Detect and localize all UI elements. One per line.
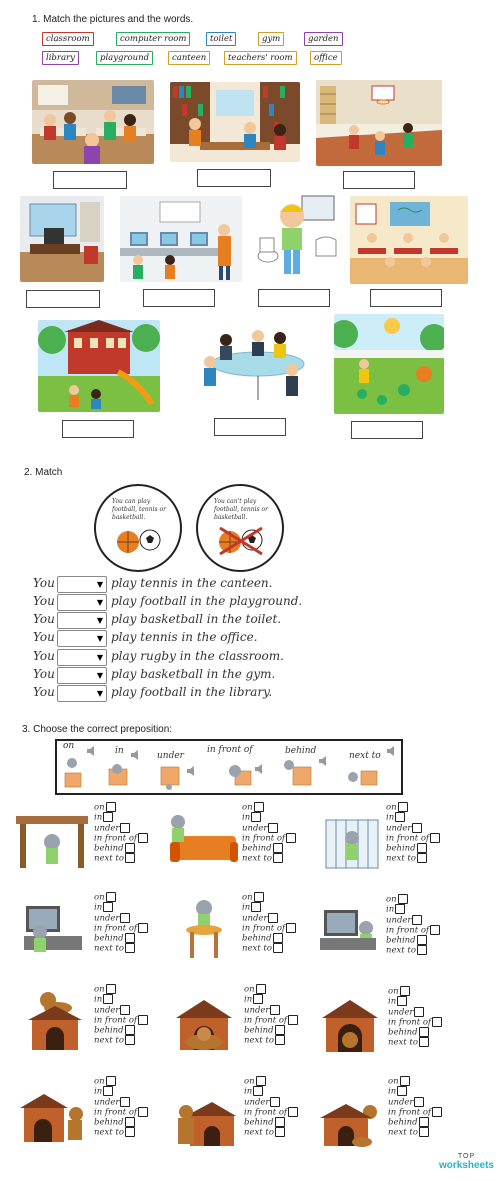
checkbox[interactable]	[275, 1127, 285, 1137]
checkbox[interactable]	[414, 1097, 424, 1107]
option-on: on	[386, 894, 440, 904]
option-in-front-of: in front of	[242, 833, 296, 843]
option-next-to: next to	[386, 853, 440, 863]
option-under: under	[244, 1005, 298, 1015]
checkbox[interactable]	[288, 1107, 298, 1117]
checkbox[interactable]	[125, 843, 135, 853]
preposition-legend	[55, 739, 403, 795]
option-in-front-of: in front of	[94, 833, 148, 843]
chevron-down-icon: ▼	[96, 653, 103, 662]
picture-toilet	[256, 194, 338, 282]
options-5	[242, 892, 296, 954]
checkbox[interactable]	[256, 984, 266, 994]
option-behind: behind	[386, 843, 440, 853]
option-next-to: next to	[388, 1037, 442, 1047]
checkbox[interactable]	[286, 833, 296, 843]
checkbox[interactable]	[253, 1086, 263, 1096]
sentence-text: play tennis in the office.	[111, 630, 258, 644]
word-office[interactable]: office	[310, 51, 342, 65]
option-on: on	[244, 1076, 298, 1086]
word-computer-room[interactable]: computer room	[116, 32, 190, 46]
checkbox[interactable]	[430, 925, 440, 935]
word-library[interactable]: library	[42, 51, 79, 65]
option-next-to: next to	[242, 853, 296, 863]
word-toilet[interactable]: toilet	[206, 32, 236, 46]
word-classroom[interactable]: classroom	[42, 32, 94, 46]
option-in: in	[244, 1086, 298, 1096]
option-behind: behind	[94, 843, 148, 853]
option-behind: behind	[94, 1025, 148, 1035]
checkbox[interactable]	[273, 843, 283, 853]
option-in: in	[242, 812, 296, 822]
option-in: in	[94, 1086, 148, 1096]
checkbox[interactable]	[419, 1117, 429, 1127]
answer-box-5[interactable]	[143, 289, 215, 307]
option-next-to: next to	[94, 943, 148, 953]
checkbox[interactable]	[417, 945, 427, 955]
checkbox[interactable]	[400, 986, 410, 996]
sentence-text: play tennis in the canteen.	[111, 576, 273, 590]
checkbox[interactable]	[138, 1015, 148, 1025]
sentence-text: play basketball in the gym.	[111, 667, 276, 681]
option-in: in	[94, 812, 148, 822]
legend-on: on	[63, 741, 75, 751]
cant-play-text: You can't play football, tennis or basketball.	[214, 498, 269, 521]
option-on: on	[94, 802, 148, 812]
answer-box-2[interactable]	[197, 169, 271, 187]
option-behind: behind	[94, 933, 148, 943]
option-under: under	[388, 1007, 442, 1017]
options-11	[244, 1076, 298, 1138]
option-on: on	[386, 802, 440, 812]
option-under: under	[94, 1097, 148, 1107]
checkbox[interactable]	[106, 892, 116, 902]
scene-mouse-behind-tv	[318, 908, 382, 958]
checkbox[interactable]	[103, 1086, 113, 1096]
option-in: in	[244, 994, 298, 1004]
answer-dropdown[interactable]	[57, 594, 107, 611]
checkbox[interactable]	[432, 1017, 442, 1027]
checkbox[interactable]	[273, 853, 283, 863]
chevron-down-icon: ▼	[96, 580, 103, 589]
checkbox[interactable]	[125, 943, 135, 953]
option-in-front-of: in front of	[94, 1015, 148, 1025]
sentence-you: You	[33, 649, 55, 663]
option-in: in	[386, 904, 440, 914]
option-behind: behind	[244, 1117, 298, 1127]
scene-dog-next-to-doghouse	[18, 1088, 88, 1144]
checkbox[interactable]	[395, 812, 405, 822]
crossed-balls-icon	[216, 524, 266, 558]
legend-next-to: next to	[349, 751, 381, 761]
answer-dropdown[interactable]	[57, 685, 107, 702]
chevron-down-icon: ▼	[96, 671, 103, 680]
option-next-to: next to	[94, 1127, 148, 1137]
checkbox[interactable]	[398, 894, 408, 904]
topworksheets-logo	[439, 1153, 494, 1171]
checkbox[interactable]	[120, 913, 130, 923]
picture-teachers-room	[192, 326, 310, 404]
checkbox[interactable]	[288, 1015, 298, 1025]
sentence-text: play football in the playground.	[111, 594, 303, 608]
option-on: on	[94, 1076, 148, 1086]
option-in-front-of: in front of	[388, 1107, 442, 1117]
scene-dog-on-doghouse	[26, 990, 84, 1052]
option-in: in	[388, 1086, 442, 1096]
word-canteen[interactable]: canteen	[168, 51, 210, 65]
option-next-to: next to	[94, 1035, 148, 1045]
option-in-front-of: in front of	[242, 923, 296, 933]
checkbox[interactable]	[414, 1007, 424, 1017]
checkbox[interactable]	[103, 994, 113, 1004]
option-next-to: next to	[94, 853, 148, 863]
checkbox[interactable]	[430, 833, 440, 843]
option-next-to: next to	[386, 945, 440, 955]
options-10	[94, 1076, 148, 1138]
checkbox[interactable]	[275, 1117, 285, 1127]
picture-gym	[316, 80, 442, 166]
answer-box-10[interactable]	[351, 421, 423, 439]
option-behind: behind	[242, 843, 296, 853]
checkbox[interactable]	[270, 1097, 280, 1107]
checkbox[interactable]	[275, 1025, 285, 1035]
scene-mouse-on-sofa	[160, 812, 238, 870]
options-8	[244, 984, 298, 1046]
checkbox[interactable]	[106, 1076, 116, 1086]
checkbox[interactable]	[270, 1005, 280, 1015]
checkbox[interactable]	[125, 853, 135, 863]
word-playground[interactable]: playground	[96, 51, 153, 65]
answer-box-9[interactable]	[214, 418, 286, 436]
word-teachers-room[interactable]: teachers' room	[224, 51, 297, 65]
section1-title: 1. Match the pictures and the words.	[32, 14, 194, 25]
options-6	[386, 894, 440, 956]
scene-dog-behind-doghouse	[318, 1100, 382, 1148]
picture-computer-room	[120, 196, 242, 282]
checkbox[interactable]	[106, 802, 116, 812]
sentence-you: You	[33, 667, 55, 681]
option-under: under	[242, 823, 296, 833]
answer-box-1[interactable]	[53, 171, 127, 189]
legend-behind: behind	[285, 746, 317, 756]
option-behind: behind	[388, 1027, 442, 1037]
word-garden[interactable]: garden	[304, 32, 343, 46]
scene-dog-in-front-of-doghouse-2	[172, 1098, 236, 1148]
option-next-to: next to	[242, 943, 296, 953]
picture-playground	[38, 320, 160, 412]
checkbox[interactable]	[432, 1107, 442, 1117]
option-behind: behind	[386, 935, 440, 945]
option-in: in	[94, 994, 148, 1004]
option-in: in	[94, 902, 148, 912]
chevron-down-icon: ▼	[96, 634, 103, 643]
checkbox[interactable]	[125, 1025, 135, 1035]
chevron-down-icon: ▼	[96, 598, 103, 607]
option-in-front-of: in front of	[244, 1015, 298, 1025]
option-on: on	[388, 1076, 442, 1086]
checkbox[interactable]	[417, 853, 427, 863]
checkbox[interactable]	[400, 1076, 410, 1086]
checkbox[interactable]	[125, 1035, 135, 1045]
logo-bottom: worksheets	[438, 1160, 494, 1171]
picture-canteen	[32, 80, 154, 164]
checkbox[interactable]	[398, 802, 408, 812]
word-gym[interactable]: gym	[258, 32, 284, 46]
checkbox[interactable]	[419, 1027, 429, 1037]
checkbox[interactable]	[138, 1107, 148, 1117]
answer-dropdown[interactable]	[57, 667, 107, 684]
option-behind: behind	[94, 1117, 148, 1127]
scene-mouse-next-to-tv	[20, 904, 84, 960]
checkbox[interactable]	[417, 935, 427, 945]
sentence-you: You	[33, 630, 55, 644]
checkbox[interactable]	[254, 802, 264, 812]
answer-box-3[interactable]	[343, 171, 415, 189]
section3-title: 3. Choose the correct preposition:	[22, 724, 173, 735]
legend-illustrations	[57, 741, 401, 793]
chevron-down-icon: ▼	[96, 689, 103, 698]
option-on: on	[244, 984, 298, 994]
checkbox[interactable]	[273, 943, 283, 953]
checkbox[interactable]	[120, 1005, 130, 1015]
scene-mouse-under-table	[16, 812, 88, 868]
answer-box-7[interactable]	[370, 289, 442, 307]
sentence-you: You	[33, 594, 55, 608]
checkbox[interactable]	[286, 923, 296, 933]
option-in-front-of: in front of	[94, 923, 148, 933]
option-under: under	[242, 913, 296, 923]
picture-classroom	[350, 196, 468, 284]
option-next-to: next to	[244, 1127, 298, 1137]
options-1	[94, 802, 148, 864]
option-behind: behind	[242, 933, 296, 943]
option-under: under	[386, 915, 440, 925]
option-on: on	[94, 984, 148, 994]
sentence-text: play rugby in the classroom.	[111, 649, 284, 663]
options-2	[242, 802, 296, 864]
checkbox[interactable]	[412, 823, 422, 833]
sentence-you: You	[33, 612, 55, 626]
option-under: under	[244, 1097, 298, 1107]
sentence-text: play football in the library.	[111, 685, 273, 699]
checkbox[interactable]	[412, 915, 422, 925]
option-in-front-of: in front of	[94, 1107, 148, 1117]
option-under: under	[94, 913, 148, 923]
logo-top: TOP	[457, 1153, 476, 1160]
answer-dropdown[interactable]	[57, 576, 107, 593]
checkbox[interactable]	[397, 996, 407, 1006]
checkbox[interactable]	[268, 823, 278, 833]
checkbox[interactable]	[397, 1086, 407, 1096]
chevron-down-icon: ▼	[96, 616, 103, 625]
option-in: in	[388, 996, 442, 1006]
option-in-front-of: in front of	[386, 833, 440, 843]
option-behind: behind	[388, 1117, 442, 1127]
sentence-you: You	[33, 576, 55, 590]
scene-mouse-in-cage	[324, 818, 380, 870]
checkbox[interactable]	[417, 843, 427, 853]
option-next-to: next to	[388, 1127, 442, 1137]
option-in: in	[242, 902, 296, 912]
option-in-front-of: in front of	[386, 925, 440, 935]
can-play-circle	[94, 484, 182, 572]
checkbox[interactable]	[120, 1097, 130, 1107]
answer-box-6[interactable]	[258, 289, 330, 307]
option-under: under	[94, 1005, 148, 1015]
scene-dog-in-front-of-doghouse	[172, 996, 236, 1052]
scene-mouse-on-stool	[180, 896, 228, 960]
checkbox[interactable]	[251, 812, 261, 822]
sentence-text: play basketball in the toilet.	[111, 612, 282, 626]
picture-office	[20, 196, 104, 282]
cant-play-circle	[196, 484, 284, 572]
option-under: under	[94, 823, 148, 833]
sentence-you: You	[33, 685, 55, 699]
picture-garden	[334, 314, 444, 414]
option-next-to: next to	[244, 1035, 298, 1045]
checkbox[interactable]	[419, 1127, 429, 1137]
checkbox[interactable]	[103, 812, 113, 822]
checkbox[interactable]	[256, 1076, 266, 1086]
checkbox[interactable]	[125, 933, 135, 943]
legend-under: under	[157, 751, 184, 761]
checkbox[interactable]	[395, 904, 405, 914]
checkbox[interactable]	[254, 892, 264, 902]
checkbox[interactable]	[268, 913, 278, 923]
checkbox[interactable]	[273, 933, 283, 943]
options-3	[386, 802, 440, 864]
checkbox[interactable]	[275, 1035, 285, 1045]
option-on: on	[388, 986, 442, 996]
legend-in-front-of: in front of	[207, 745, 253, 755]
balls-icon	[114, 526, 164, 556]
option-behind: behind	[244, 1025, 298, 1035]
answer-dropdown[interactable]	[57, 630, 107, 647]
option-on: on	[242, 892, 296, 902]
checkbox[interactable]	[138, 833, 148, 843]
option-in-front-of: in front of	[388, 1017, 442, 1027]
checkbox[interactable]	[103, 902, 113, 912]
checkbox[interactable]	[106, 984, 116, 994]
options-12	[388, 1076, 442, 1138]
section2-title: 2. Match	[24, 467, 63, 478]
options-4	[94, 892, 148, 954]
option-in: in	[386, 812, 440, 822]
checkbox[interactable]	[251, 902, 261, 912]
checkbox[interactable]	[125, 1127, 135, 1137]
legend-in: in	[115, 746, 124, 756]
options-9	[388, 986, 442, 1048]
checkbox[interactable]	[253, 994, 263, 1004]
answer-box-4[interactable]	[26, 290, 100, 308]
option-under: under	[388, 1097, 442, 1107]
checkbox[interactable]	[125, 1117, 135, 1127]
option-under: under	[386, 823, 440, 833]
scene-dog-in-doghouse	[320, 996, 380, 1054]
answer-dropdown[interactable]	[57, 649, 107, 666]
checkbox[interactable]	[138, 923, 148, 933]
can-play-text: You can play football, tennis or basketball.	[112, 498, 167, 521]
checkbox[interactable]	[419, 1037, 429, 1047]
answer-dropdown[interactable]	[57, 612, 107, 629]
option-on: on	[94, 892, 148, 902]
option-in-front-of: in front of	[244, 1107, 298, 1117]
options-7	[94, 984, 148, 1046]
answer-box-8[interactable]	[62, 420, 134, 438]
picture-library	[170, 82, 300, 162]
checkbox[interactable]	[120, 823, 130, 833]
option-on: on	[242, 802, 296, 812]
